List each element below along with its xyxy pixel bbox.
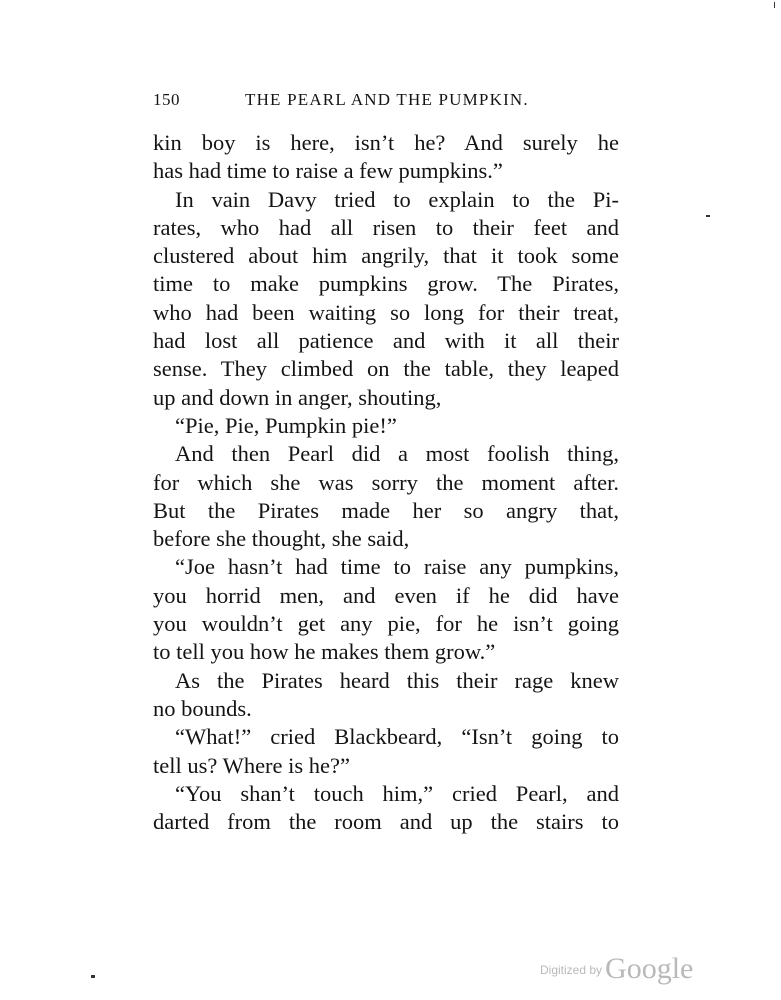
text-line: you wouldn’t get any pie, for he isn’t going (153, 611, 619, 637)
text-line: sense. They climbed on the table, they leaped (153, 356, 619, 382)
text-line: who had been waiting so long for their treat, (153, 299, 619, 325)
text-line: tell us? Where is he?” (153, 752, 350, 778)
text-line: had lost all patience and with it all their (153, 328, 619, 354)
scan-speck (91, 975, 95, 978)
text-line: clustered about him angrily, that it took some (153, 243, 619, 269)
scan-speck (706, 215, 710, 217)
digitization-watermark (540, 952, 693, 986)
digitized-by-text: Digitized by (540, 963, 603, 977)
text-line: kin boy is here, isn’t he? And surely he (153, 130, 619, 155)
page-number: 150 (153, 90, 180, 109)
text-line: “What!” cried Blackbeard, “Isn’t going to (175, 724, 619, 750)
scan-speck (774, 2, 775, 8)
google-logo: Google (605, 952, 694, 985)
text-line: As the Pirates heard this their rage knew (175, 667, 619, 693)
text-line: time to make pumpkins grow. The Pirates, (153, 271, 619, 297)
text-line: to tell you how he makes them grow.” (153, 639, 496, 665)
text-line: before she thought, she said, (153, 526, 410, 552)
text-line: “Joe hasn’t had time to raise any pumpkins, (175, 554, 619, 580)
text-line: darted from the room and up the stairs to (153, 809, 619, 835)
body-text (153, 129, 619, 836)
text-line: In vain Davy tried to explain to the Pi- (175, 186, 619, 212)
text-line: you horrid men, and even if he did have (153, 582, 619, 608)
text-line: up and down in anger, shouting, (153, 384, 442, 410)
text-line: for which she was sorry the moment after. (153, 469, 619, 495)
text-line: But the Pirates made her so angry that, (153, 497, 619, 523)
running-head: THE PEARL AND THE PUMPKIN. (245, 90, 529, 109)
text-line: And then Pearl did a most foolish thing, (175, 441, 619, 467)
text-line: “Pie, Pie, Pumpkin pie!” (175, 412, 397, 438)
text-line: no bounds. (153, 695, 252, 721)
text-line: “You shan’t touch him,” cried Pearl, and (175, 780, 619, 806)
text-line: has had time to raise a few pumpkins.” (153, 158, 503, 184)
page-header (153, 86, 623, 116)
text-line: rates, who had all risen to their feet and (153, 214, 619, 240)
